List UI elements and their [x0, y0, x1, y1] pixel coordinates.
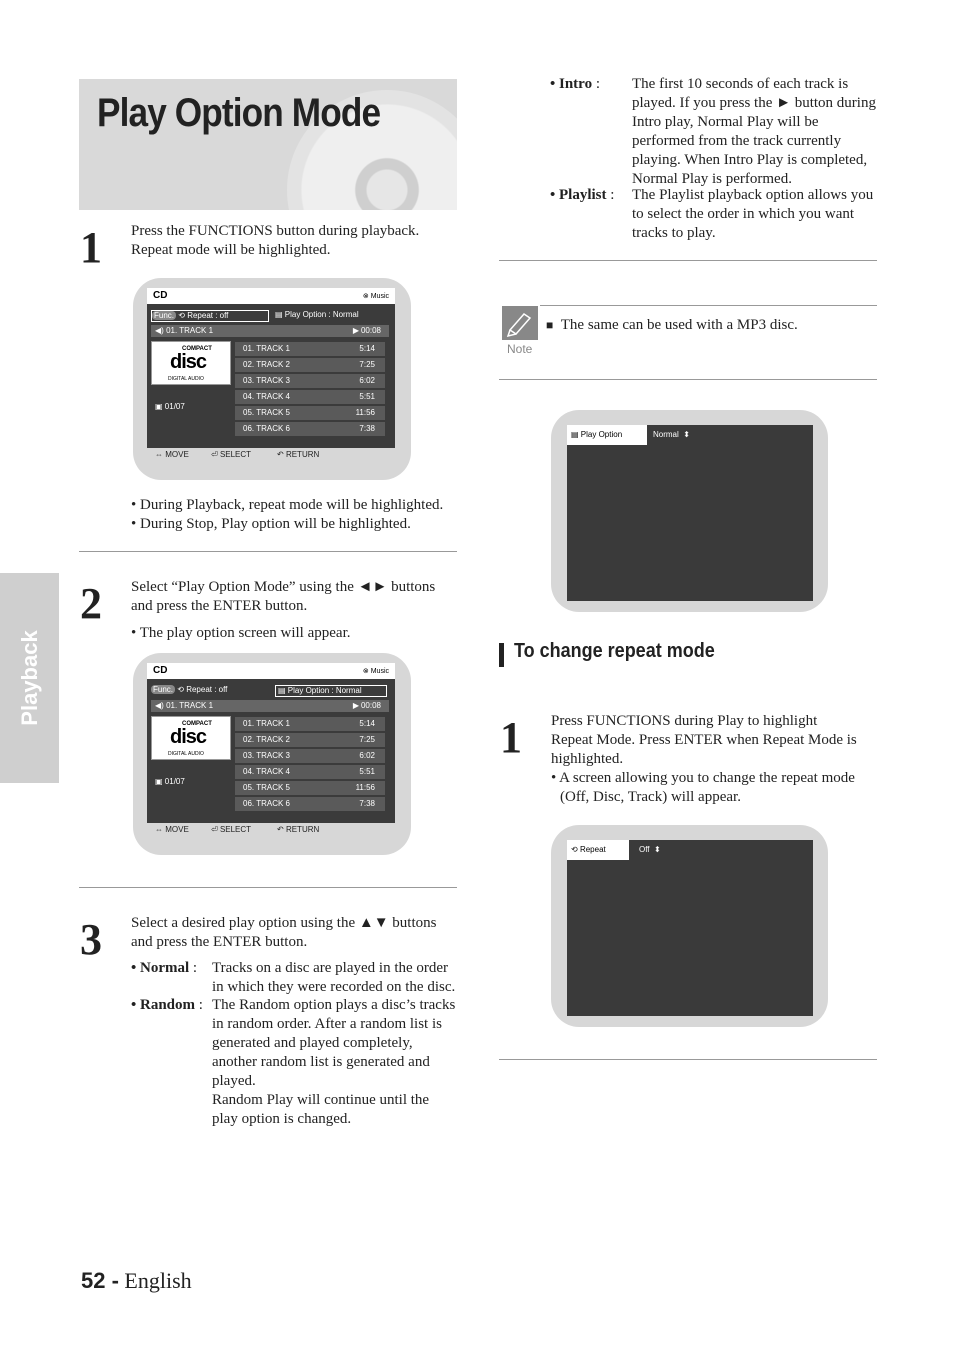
track-row[interactable] [235, 406, 385, 420]
track-count [155, 402, 185, 411]
now-playing-track: 01. TRACK 1 [166, 701, 214, 710]
select-hint: ⏎ SELECT [211, 825, 252, 834]
track-count-text: 01/07 [164, 402, 185, 411]
track-length: 7:25 [359, 735, 375, 744]
func-badge: Func. [154, 311, 175, 320]
repeat-label: Repeat [579, 845, 606, 854]
description-line: play option is changed. [212, 1111, 352, 1127]
intro-option: • Intro : [550, 76, 600, 92]
play-option-icon: ▤ [278, 686, 286, 695]
track-row[interactable] [235, 765, 385, 779]
bullet-item: • The play option screen will appear. [131, 625, 351, 641]
description-line: performed from the track currently [632, 133, 842, 149]
track-name: 02. TRACK 2 [243, 735, 290, 744]
play-option-item[interactable] [275, 685, 387, 697]
repeat-icon: ⟲ [177, 685, 184, 694]
repeat-label: Repeat : off [186, 685, 228, 694]
description-line: The first 10 seconds of each track is [632, 76, 849, 92]
track-name: 05. TRACK 5 [243, 783, 290, 792]
track-row[interactable] [235, 358, 385, 372]
select-hint: ⏎ SELECT [211, 450, 252, 459]
side-tab-label: Playback [16, 630, 42, 726]
repeat-step-text [551, 712, 857, 807]
repeat-label: Repeat : off [187, 311, 229, 320]
move-hint: ⇔ MOVE [155, 825, 189, 834]
track-length: 11:56 [355, 408, 375, 417]
step3-line: Select a desired play option using the ▲▼ buttons [131, 915, 437, 931]
normal-description [212, 959, 455, 997]
track-length: 7:25 [359, 360, 375, 369]
tv-frame [133, 653, 411, 855]
return-label: RETURN [285, 825, 320, 834]
move-hint: ⇔ MOVE [155, 450, 189, 459]
now-playing-time: 00:08 [360, 701, 381, 710]
track-row[interactable] [235, 797, 385, 811]
description-line: played. [212, 1073, 256, 1089]
divider [499, 379, 877, 380]
track-length: 6:02 [359, 376, 375, 385]
play-option-label-box [567, 425, 647, 445]
music-text: Music [370, 668, 389, 675]
track-row[interactable] [235, 717, 385, 731]
track-length: 5:14 [359, 344, 375, 353]
track-row[interactable] [235, 749, 385, 763]
description-line: tracks to play. [632, 225, 716, 241]
move-label: MOVE [165, 450, 189, 459]
description-line: Tracks on a disc are played in the order [212, 960, 449, 976]
step-number: 2 [80, 579, 102, 628]
note-label: Note [507, 342, 533, 356]
track-length: 5:51 [359, 392, 375, 401]
move-label: MOVE [165, 825, 189, 834]
description-line: played. If you press the ► button during [632, 95, 876, 111]
divider [499, 260, 877, 261]
footer-language: English [124, 1268, 192, 1293]
play-option-value-select[interactable] [653, 425, 690, 445]
func-badge: Func. [153, 685, 174, 694]
divider [499, 1059, 877, 1060]
normal-option: • Normal : [131, 960, 198, 976]
compact-disc-logo [151, 716, 231, 760]
track-length: 5:51 [359, 767, 375, 776]
track-name: 01. TRACK 1 [243, 719, 290, 728]
description-line: playing. When Intro Play is completed, [632, 152, 868, 168]
tv-frame [551, 410, 828, 612]
track-length: 6:02 [359, 751, 375, 760]
track-row[interactable] [235, 390, 385, 404]
track-name: 01. TRACK 1 [243, 344, 290, 353]
step-number: 1 [500, 713, 522, 762]
track-name: 06. TRACK 6 [243, 799, 290, 808]
step2-text [131, 578, 435, 643]
track-length: 7:38 [359, 799, 375, 808]
description-line: in which they were recorded on the disc. [212, 979, 456, 995]
repeat-label-box [567, 840, 629, 860]
step-number: 1 [80, 223, 102, 272]
track-row[interactable] [235, 781, 385, 795]
repeat-icon: ⟲ [571, 845, 578, 854]
playlist-option: • Playlist : [550, 187, 615, 203]
title-banner [79, 79, 457, 210]
repeat-value-select[interactable] [639, 840, 661, 860]
step1-bullets [131, 496, 443, 534]
now-playing-track: 01. TRACK 1 [166, 326, 214, 335]
return-hint: ↶ RETURN [277, 825, 320, 834]
description-line: in random order. After a random list is [212, 1016, 442, 1032]
track-name: 04. TRACK 4 [243, 767, 290, 776]
speaker-icon: ◀) [155, 326, 164, 335]
track-name: 04. TRACK 4 [243, 392, 290, 401]
compact-disc-logo [151, 341, 231, 385]
select-label: SELECT [219, 450, 252, 459]
bullet-item: • During Stop, Play option will be highlighted. [131, 516, 411, 532]
option-label: • Playlist [550, 187, 607, 203]
play-option-value: Normal [653, 430, 679, 439]
description-line: Normal Play is performed. [632, 171, 792, 187]
up-down-arrows-icon: ⬍ [683, 430, 690, 439]
disc-logo-main: disc [170, 351, 207, 373]
repeat-option[interactable] [151, 685, 269, 697]
tv-frame [551, 825, 828, 1027]
play-option-icon: ▤ [275, 310, 283, 319]
page-footer [81, 1268, 192, 1294]
return-hint: ↶ RETURN [277, 450, 320, 459]
heading-bar [499, 643, 504, 667]
bullet-item: (Off, Disc, Track) will appear. [560, 789, 741, 805]
play-option-label: Play Option : Normal [287, 686, 362, 695]
description-line: Intro play, Normal Play will be [632, 114, 819, 130]
play-option-screen [567, 425, 813, 601]
music-label: ⊗ Music [362, 668, 389, 675]
step-line: highlighted. [551, 751, 624, 767]
repeat-screen [567, 840, 813, 1016]
step1-line: Press the FUNCTIONS button during playback. [131, 223, 420, 239]
description-line: generated and played completely, [212, 1035, 413, 1051]
disc-logo-top: COMPACT [182, 346, 212, 352]
track-name: 05. TRACK 5 [243, 408, 290, 417]
disc-logo-top: COMPACT [182, 721, 212, 727]
random-option: • Random : [131, 997, 203, 1013]
repeat-icon: ⟲ [178, 311, 185, 320]
section-side-tab [0, 573, 59, 783]
disc-count-icon: ▣ [155, 402, 163, 411]
step1-line: Repeat mode will be highlighted. [131, 242, 331, 258]
track-count [155, 777, 185, 786]
page-number: 52 - [81, 1268, 119, 1293]
track-row[interactable] [235, 342, 385, 356]
track-length: 11:56 [355, 783, 375, 792]
option-label: • Normal [131, 960, 190, 976]
track-name: 03. TRACK 3 [243, 376, 290, 385]
track-row[interactable] [235, 374, 385, 388]
step1-text [131, 222, 419, 260]
option-label: • Intro [550, 76, 593, 92]
up-down-arrows-icon: ⬍ [653, 845, 661, 854]
step2-line: Select “Play Option Mode” using the ◄► buttons [131, 579, 436, 595]
note-pencil-icon [502, 306, 538, 340]
track-name: 06. TRACK 6 [243, 424, 290, 433]
disc-logo-main: disc [170, 726, 207, 748]
step-line: Press FUNCTIONS during Play to highlight [551, 713, 818, 729]
intro-description [632, 75, 876, 189]
repeat-option[interactable] [151, 310, 269, 322]
select-label: SELECT [219, 825, 252, 834]
disc-logo-bottom: DIGITAL AUDIO [168, 376, 204, 382]
speaker-icon: ◀) [155, 701, 164, 710]
note-top-rule [540, 305, 877, 306]
step-line: Repeat Mode. Press ENTER when Repeat Mode is [551, 732, 857, 748]
divider [79, 887, 457, 888]
play-option-icon: ▤ [571, 430, 579, 439]
cd-menu-screen [147, 663, 395, 823]
repeat-value: Off [639, 845, 650, 854]
disc-count-icon: ▣ [155, 777, 163, 786]
divider [79, 551, 457, 552]
bullet-item: • During Playback, repeat mode will be highlighted. [131, 497, 444, 513]
track-row[interactable] [235, 422, 385, 436]
play-option-item[interactable] [275, 310, 387, 322]
disc-logo-bottom: DIGITAL AUDIO [168, 751, 204, 757]
description-line: another random list is generated and [212, 1054, 430, 1070]
play-icon: ▶ [352, 701, 359, 710]
note-text: The same can be used with a MP3 disc. [560, 317, 798, 333]
play-option-label: Play Option : Normal [284, 310, 359, 319]
section-heading: To change repeat mode [514, 640, 715, 662]
play-option-label: Play Option [580, 430, 623, 439]
track-name: 03. TRACK 3 [243, 751, 290, 760]
random-description [212, 996, 455, 1129]
cd-header [147, 288, 395, 304]
now-playing-bar [151, 700, 389, 712]
now-playing-time: 00:08 [360, 326, 381, 335]
cd-label: CD [153, 665, 168, 676]
playlist-description [632, 186, 873, 243]
option-label: • Random [131, 997, 196, 1013]
description-line: The Random option plays a disc’s tracks [212, 997, 456, 1013]
bullet-item: • A screen allowing you to change the repeat mode [551, 770, 855, 786]
track-length: 7:38 [359, 424, 375, 433]
step2-line: and press the ENTER button. [131, 598, 308, 614]
music-text: Music [370, 293, 389, 300]
now-playing-bar [151, 325, 389, 337]
return-label: RETURN [285, 450, 320, 459]
note-text-row [546, 316, 798, 335]
music-label: ⊗ Music [362, 293, 389, 300]
cd-header [147, 663, 395, 679]
play-icon: ▶ [352, 326, 359, 335]
step3-line: and press the ENTER button. [131, 934, 308, 950]
cd-menu-screen [147, 288, 395, 448]
description-line: The Playlist playback option allows you [632, 187, 874, 203]
description-line: Random Play will continue until the [212, 1092, 430, 1108]
step-number: 3 [80, 915, 102, 964]
description-line: to select the order in which you want [632, 206, 855, 222]
cd-label: CD [153, 290, 168, 301]
step3-text [131, 914, 436, 952]
tv-frame [133, 278, 411, 480]
square-bullet-icon: ■ [546, 318, 554, 332]
page-title: Play Option Mode [97, 91, 381, 135]
track-count-text: 01/07 [164, 777, 185, 786]
track-row[interactable] [235, 733, 385, 747]
track-name: 02. TRACK 2 [243, 360, 290, 369]
track-length: 5:14 [359, 719, 375, 728]
